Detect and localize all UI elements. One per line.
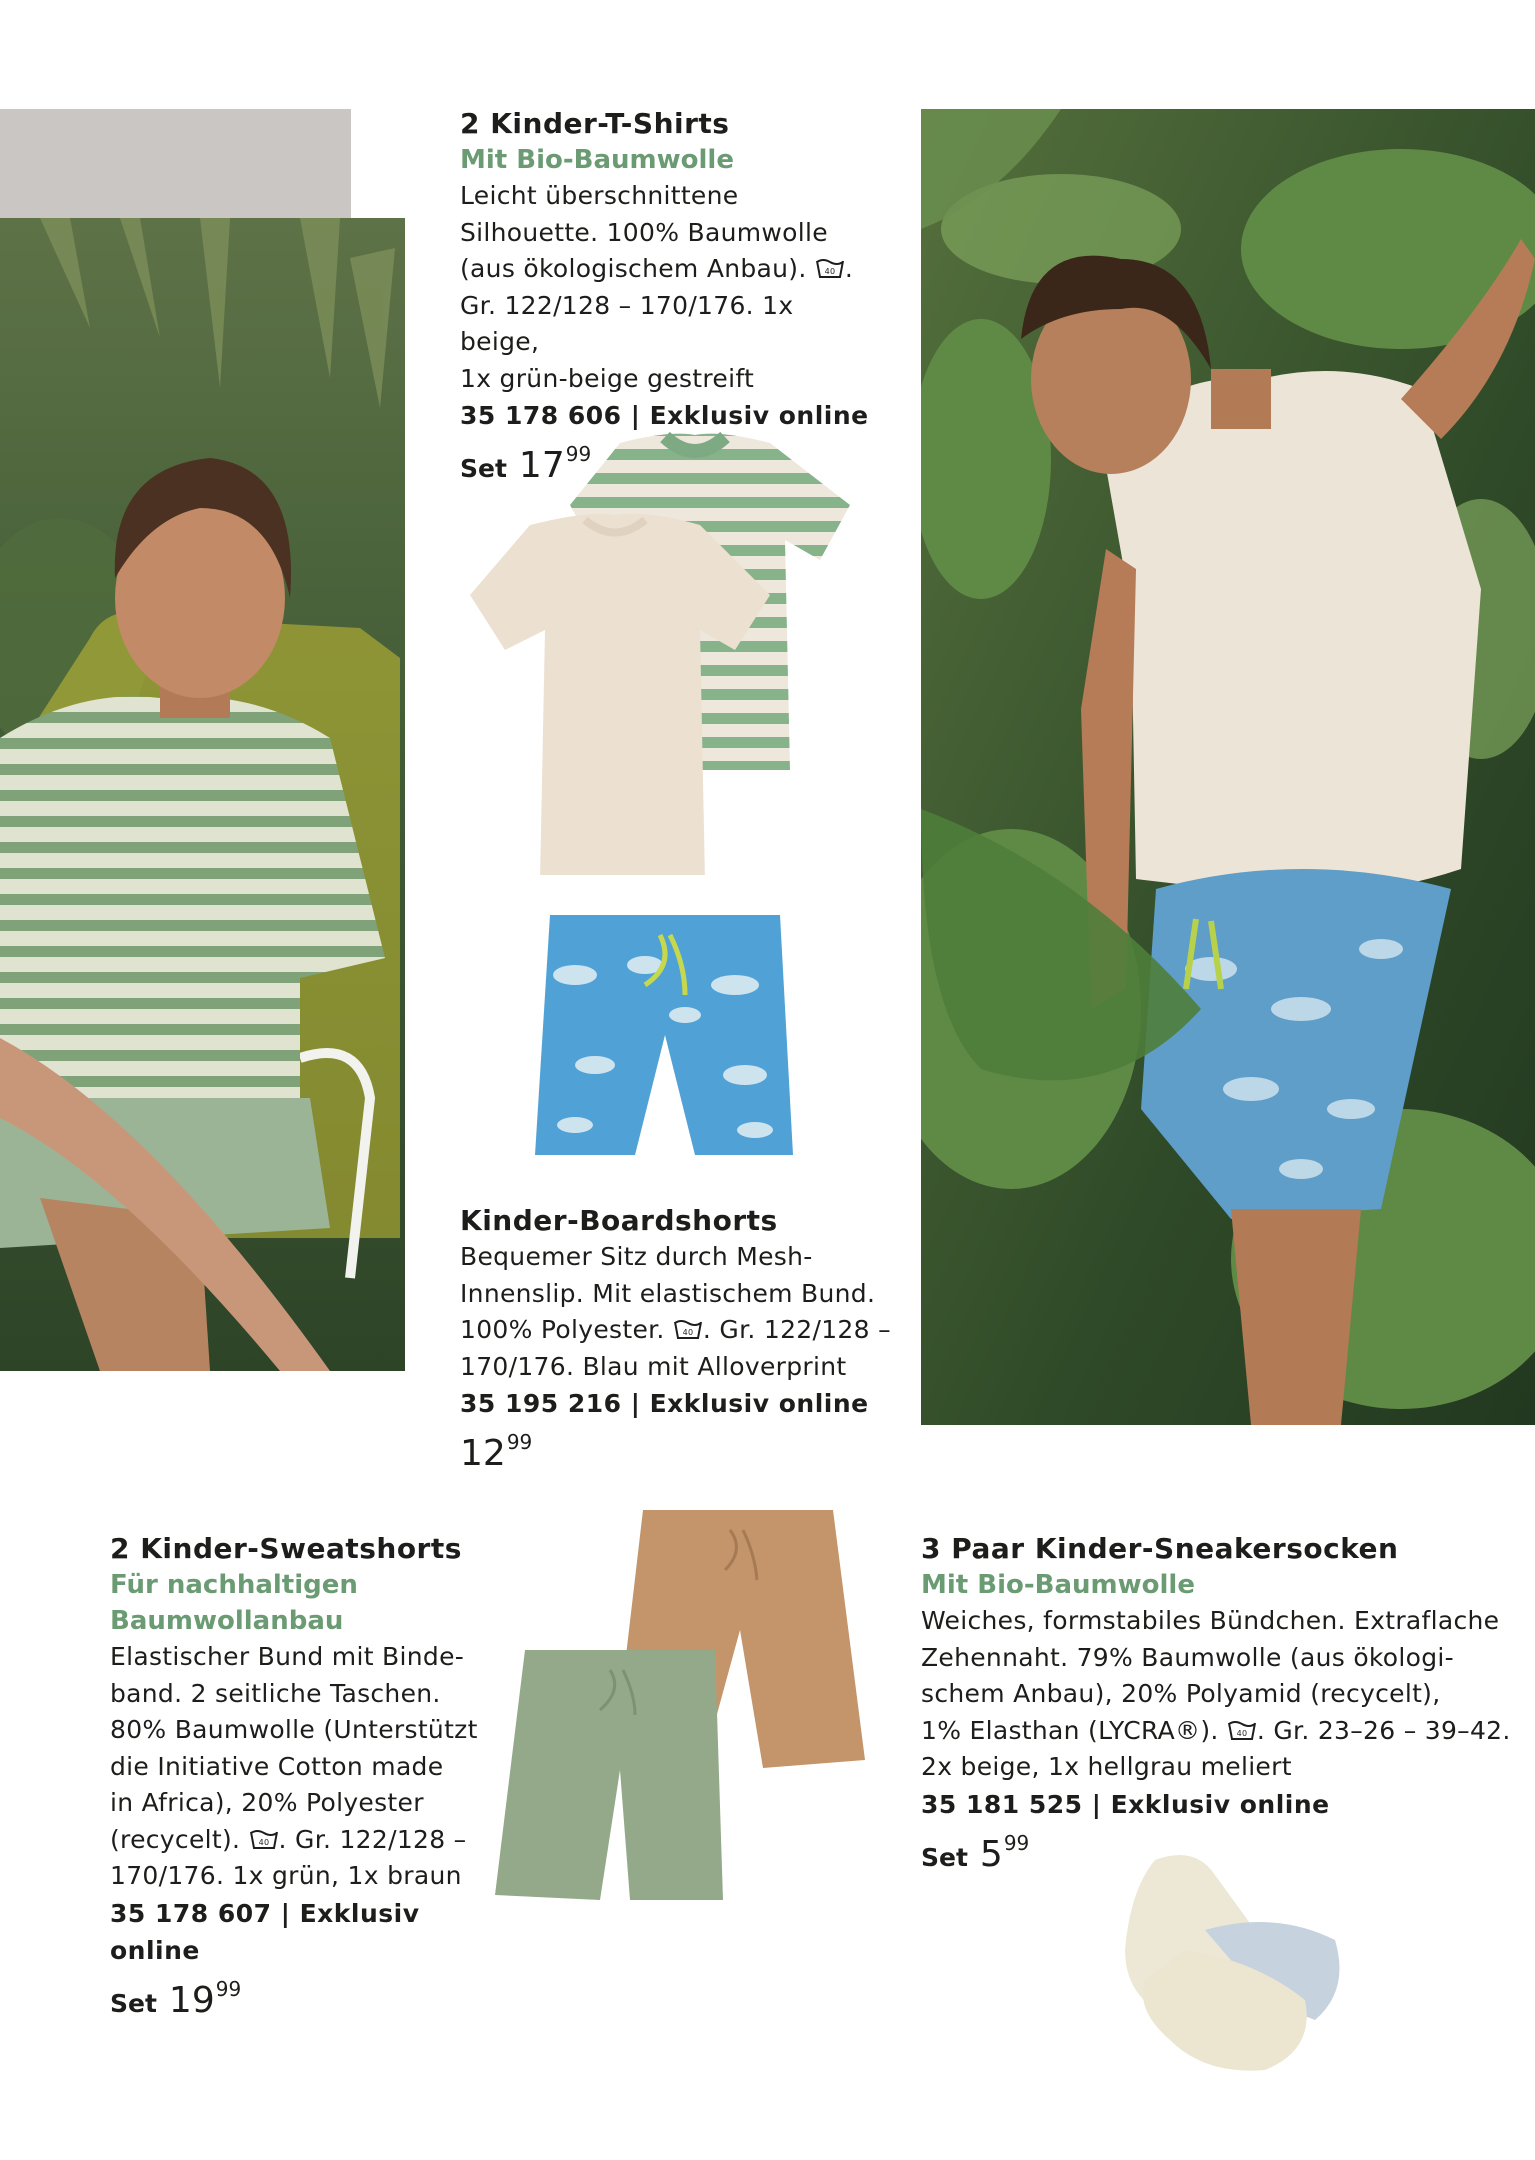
svg-text:40: 40 [824, 267, 836, 276]
price-cents: 99 [506, 1430, 533, 1454]
product-subtitle: Mit Bio-Baumwolle [921, 1570, 1195, 1600]
product-boardshorts [460, 1202, 900, 1480]
price-prefix: Set [460, 454, 507, 483]
product-description: Weiches, formstabiles Bündchen. Extraflache Zehennaht. 79% Baumwolle (aus ökologi- schem Anbau), 20% Polyamid (recycelt), 1% Elasthan (LYCRA®). 40 . Gr. 23–26 – 39–42. 2x beige, 1x hellgrau meliert [921, 1606, 1511, 1781]
svg-text:40: 40 [682, 1328, 694, 1337]
product-image-socks [1115, 1850, 1355, 2080]
product-description: Leicht überschnittene Silhouette. 100% Baumwolle (aus ökologischem Anbau). 40 . Gr. 122/128 – 170/176. 1x beige, 1x grün-beige gestreift [460, 181, 854, 393]
product-image-sweatshorts [495, 1510, 875, 1900]
price [110, 1976, 510, 2027]
product-title: 2 Kinder-Sweatshorts [110, 1532, 462, 1565]
price [460, 1432, 900, 1480]
wash-40-icon [815, 258, 845, 280]
price-main: 19 [168, 1979, 215, 2021]
svg-text:40: 40 [258, 1837, 269, 1847]
product-subtitle: Mit Bio-Baumwolle [460, 145, 734, 175]
lifestyle-photo-boy-striped-shirt [0, 218, 405, 1371]
lifestyle-photo-boy-beige-shirt [921, 109, 1535, 1425]
article-number: 35 181 525 | Exklusiv online [921, 1789, 1330, 1819]
product-title: 2 Kinder-T-Shirts [460, 107, 730, 140]
product-image-tshirts [470, 425, 950, 875]
price-prefix: Set [110, 1988, 157, 2018]
price-main: 17 [518, 445, 565, 486]
product-sweatshorts [110, 1530, 510, 2027]
product-image-boardshorts [535, 915, 795, 1160]
price-main: 12 [460, 1433, 506, 1474]
wash-40-icon [249, 1829, 279, 1851]
price [921, 1830, 1521, 1881]
article-number: 35 195 216 | Exklusiv online [460, 1389, 869, 1418]
product-description: Bequemer Sitz durch Mesh- Innenslip. Mit elastischem Bund. 100% Polyester. 40 . Gr. 122/128 – 170/176. Blau mit Alloverprint [460, 1242, 891, 1381]
price-prefix: Set [921, 1842, 968, 1872]
price [460, 444, 880, 492]
price-cents: 99 [1003, 1830, 1030, 1855]
price-main: 5 [979, 1833, 1003, 1875]
product-tshirts [460, 105, 880, 492]
article-number: 35 178 606 | Exklusiv online [460, 401, 869, 430]
product-title: Kinder-Boardshorts [460, 1204, 778, 1237]
price-cents: 99 [565, 442, 592, 466]
wash-40-icon [673, 1319, 703, 1341]
product-subtitle: Für nachhaltigen Baumwollanbau [110, 1570, 358, 1636]
article-number: 35 178 607 | Exklusiv online [110, 1898, 420, 1965]
product-title: 3 Paar Kinder-Sneakersocken [921, 1532, 1399, 1565]
product-description: Elastischer Bund mit Binde- band. 2 seitliche Taschen. 80% Baumwolle (Unterstützt die Initiative Cotton made in Africa), 20% Polyester (recycelt). 40 . Gr. 122/128 – 170/176. 1x grün, 1x braun [110, 1642, 478, 1890]
svg-text:40: 40 [1236, 1728, 1248, 1738]
price-cents: 99 [215, 1976, 242, 2001]
gray-color-block [0, 109, 351, 218]
product-sneakersocks [921, 1530, 1521, 1881]
wash-40-icon [1227, 1720, 1257, 1742]
